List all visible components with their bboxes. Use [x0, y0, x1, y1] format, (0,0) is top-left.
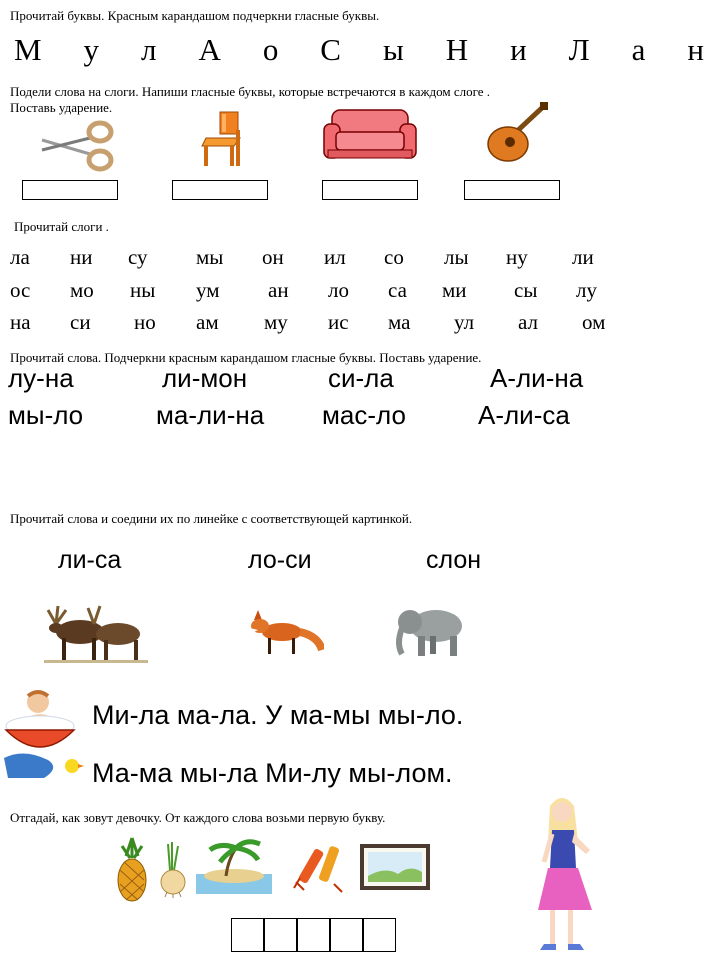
syllable: ум — [196, 278, 220, 302]
syllable: са — [388, 278, 407, 302]
letter: С — [320, 32, 341, 67]
picture-frame-icon — [358, 842, 432, 892]
letter: а — [631, 32, 646, 67]
moose-icon — [44, 600, 148, 664]
answer-box[interactable] — [464, 180, 560, 200]
word: мас-ло — [322, 400, 406, 430]
syllable: су — [128, 245, 148, 269]
pineapple-icon — [112, 836, 152, 904]
island-icon — [196, 836, 272, 894]
task5-instruction: Прочитай слова и соедини их по линейке с соответствующей картинкой. — [10, 511, 413, 526]
word: ма-ли-на — [156, 400, 265, 430]
rockets-icon — [290, 838, 350, 894]
syllable: ны — [130, 278, 156, 302]
task4-instruction: Прочитай слова. Подчеркни красным карандашом гласные буквы. Поставь ударение. — [10, 350, 482, 365]
syllable: ну — [506, 245, 528, 269]
syllable: ла — [10, 245, 30, 269]
syllable: ма — [388, 310, 411, 334]
syllable: мы — [196, 245, 224, 269]
letter: н — [687, 32, 704, 67]
task1-instruction: Прочитай буквы. Красным карандашом подчеркни гласные буквы. — [10, 8, 380, 23]
syllable: ам — [196, 310, 219, 334]
scissors-icon — [38, 118, 116, 174]
girl-icon — [528, 792, 608, 954]
answer-box[interactable] — [172, 180, 268, 200]
syllable: лу — [576, 278, 597, 302]
syllable: ис — [328, 310, 349, 334]
syllable: ос — [10, 278, 31, 302]
syllable: мо — [70, 278, 94, 302]
syllable: ал — [518, 310, 538, 334]
chair-icon — [200, 110, 246, 168]
syllable: но — [134, 310, 156, 334]
answer-box[interactable] — [322, 180, 418, 200]
syllable: он — [262, 245, 284, 269]
task7-instruction: Отгадай, как зовут девочку. От каждого слова возьми первую букву. — [10, 810, 386, 825]
word: А-ли-са — [478, 400, 570, 430]
sofa-icon — [322, 106, 418, 166]
task3-instruction: Прочитай слоги . — [14, 219, 109, 234]
syllable: сы — [514, 278, 538, 302]
letter: ы — [382, 32, 404, 67]
fox-icon — [248, 606, 324, 658]
sentence: Ми-ла ма-ла. У ма-мы мы-ло. — [92, 700, 464, 730]
syllable: ул — [454, 310, 475, 334]
sentence: Ма-ма мы-ла Ми-лу мы-лом. — [92, 758, 453, 788]
task2-instruction-line1: Подели слова на слоги. Напиши гласные буквы, которые встречаются в каждом слоге . — [10, 84, 491, 99]
elephant-icon — [392, 600, 472, 660]
syllable: ом — [582, 310, 606, 334]
syllable: си — [70, 310, 91, 334]
syllable: ил — [324, 245, 346, 269]
word: А-ли-на — [490, 363, 584, 393]
syllable: ли — [572, 245, 594, 269]
syllable: лы — [444, 245, 469, 269]
match-word: ло-си — [248, 546, 312, 574]
letter: М — [14, 32, 42, 67]
syllable: со — [384, 245, 404, 269]
syllable: ло — [328, 278, 349, 302]
letter: и — [510, 32, 527, 67]
letter: о — [262, 32, 279, 67]
letter: А — [198, 32, 221, 67]
answer-box[interactable] — [22, 180, 118, 200]
baby-in-bath-icon — [0, 688, 86, 782]
match-word: слон — [426, 546, 482, 574]
answer-cell[interactable] — [231, 918, 264, 952]
letter: Л — [568, 32, 590, 67]
syllable: на — [10, 310, 31, 334]
task2-instruction-line2: Поставь ударение. — [10, 100, 113, 115]
syllable: ни — [70, 245, 93, 269]
word: си-ла — [328, 363, 394, 393]
answer-cell[interactable] — [330, 918, 363, 952]
letter: л — [141, 32, 157, 67]
word: ли-мон — [162, 363, 248, 393]
answer-cell[interactable] — [297, 918, 330, 952]
letter: у — [83, 32, 100, 67]
word: лу-на — [8, 363, 74, 393]
letters-row — [14, 32, 704, 68]
guitar-icon — [484, 100, 552, 166]
syllable: ми — [442, 278, 467, 302]
letter: Н — [445, 32, 469, 67]
word: мы-ло — [8, 400, 84, 430]
match-word: ли-са — [58, 546, 122, 574]
syllable: ан — [268, 278, 289, 302]
syllable: му — [264, 310, 288, 334]
onion-icon — [156, 840, 190, 898]
answer-cell[interactable] — [264, 918, 297, 952]
answer-cell[interactable] — [363, 918, 396, 952]
